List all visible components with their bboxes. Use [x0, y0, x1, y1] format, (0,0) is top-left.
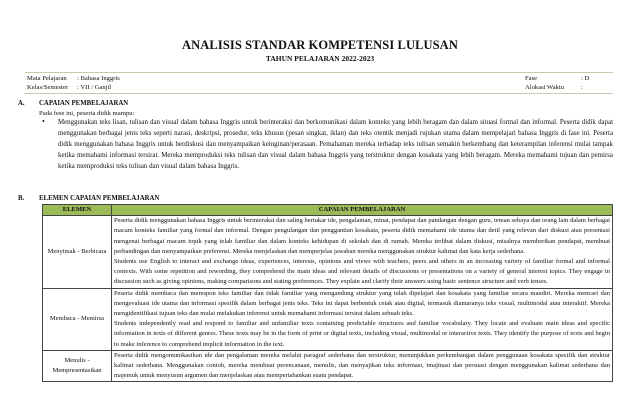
info-box: [25, 72, 613, 94]
capaian-cell: [112, 288, 613, 350]
section-a-bullet: Menggunakan teks lisan, tulisan dan visual dalam bahasa Inggris untuk berinteraksi dan berkomunikasi dalam konteks yang lebih beragam dan dalam situasi formal dan informal. Peserta didik dapat menggunakan berbagai jenis teks seperti narasi, deskripsi, prosedur, teks khusus (pesan singkat, iklan) dan teks otentik menjadi rujukan utama dalam mempelajari bahasa Inggris di fase ini. Peserta didik menggunakan bahasa Inggris untuk berdiskusi dan menyampaikan keinginan/perasaan. Pemahaman mereka terhadap teks tulisan semakin berkembang dan keterampilan inferensi mulai tampak ketika memahami informasi tersirat. Mereka memproduksi teks tulisan dan visual dalam bahasa Inggris yang terstruktur dengan kosakata yang lebih beragam. Mereka memahami tujuan dan pemirsa ketika memproduksi teks tulisan dan visual dalam bahasa Inggris.: [58, 119, 613, 170]
kelas-label: Kelas/Semester: [27, 84, 69, 92]
capaian-id: Peserta didik mengomunikasikan ide dan pengalaman mereka melalui paragraf sederhana dan terstruktur, menunjukkan perkembangan dalam penggunaan kosakata spesifik dan struktur kalimat sederhana. Menggunakan contoh, mereka membuat perencanaan, menulis, dan menyajikan teks informasi, imajinasi dan persuasi dengan menggunakan kalimat sederhana dan majemuk untuk menyusun argumen dan menjelaskan atau mempertahankan suatu pendapat.: [114, 351, 610, 380]
table-row: [43, 350, 613, 382]
section-title: CAPAIAN PEMBELAJARAN: [39, 100, 129, 107]
section-a-heading: [18, 100, 128, 107]
alokasi-label: Alokasi Waktu: [525, 84, 565, 92]
header-elemen: ELEMEN: [43, 205, 112, 216]
mapel-value: : Bahasa Inggris: [77, 75, 120, 82]
kelas-value: : VII / Ganjil: [77, 84, 112, 92]
table-row: [43, 288, 613, 350]
fase-label: Fase: [525, 75, 538, 82]
capaian-en: Students independently read and respond to familiar and unfamiliar texts containing predictable structures and familiar vocabulary. They locate and evaluate main ideas and specific information in texts of different genres. These texts may be in the form of print or digital texts, including visual, multimodal or interactive texts. They identify the purpose of texts and begin to make inference to comprehend implicit information in the text.: [114, 320, 610, 348]
capaian-cell: [112, 216, 613, 288]
header-capaian: CAPAIAN PEMBELAJARAN: [112, 205, 613, 216]
document-title: ANALISIS STANDAR KOMPETENSI LULUSAN: [182, 38, 458, 52]
section-number: B.: [18, 195, 25, 202]
capaian-cell: [112, 350, 613, 382]
alokasi-value: :: [581, 84, 583, 92]
elemen-cell: Menulis - Mempresentasikan: [43, 350, 112, 382]
document-subtitle: TAHUN PELAJARAN 2022-2023: [265, 54, 375, 63]
table-header: [43, 205, 613, 216]
section-a-intro: Pada fese ini, peserta didik mampu:: [39, 110, 135, 117]
table-row: [43, 216, 613, 288]
bullet-icon: •: [42, 117, 45, 126]
section-b-heading: [18, 195, 159, 202]
capaian-id: Peserta didik membaca dan merespon teks familiar dan tidak familiar yang mengandung struktur yang telah dipelajari dan kosakata yang familiar secara mandiri. Mereka mencari dan mengevaluasi ide utama dan informasi spesifik dalam berbagai jenis teks. Teks ini dapat berbentuk cetak atau digital, termasuk diantaranya teks visual, multimodal atau interaktif. Mereka mengidentifikasi tujuan teks dan mulai melakukan inferensi untuk memahami informasi tersirat dalam sebuah teks.: [114, 289, 610, 318]
section-number: A.: [18, 100, 25, 107]
elemen-cell: Membaca - Memirsa: [43, 288, 112, 350]
elemen-cell: Menyimak - Berbicara: [43, 216, 112, 288]
section-title: ELEMEN CAPAIAN PEMBELAJARAN: [39, 195, 160, 202]
elemen-table: [42, 204, 613, 382]
fase-value: : D: [581, 75, 590, 82]
capaian-id: Peserta didik menggunakan bahasa Inggris untuk berinteraksi dan saling bertukar ide, pengalaman, minat, pendapat dan pandangan dengan guru, teman sebaya dan orang lain dalam berbagai macam konteks familiar yang formal dan informal. Dengan pengulangan dan penggantian kosakata, peserta didik memahami ide utama dan detil yang relevan dari diskusi atau presentasi mengenai berbagai macam topik yang telah familiar dan dalam konteks kehidupan di sekolah dan di rumah. Mereka terlibat dalam diskusi, misalnya memberikan pendapat, membuat perbandingan dan menyampaikan preferensi. Mereka menjelaskan dan memperjelas jawaban mereka menggunakan struktur kalimat dan kata kerja sederhana.: [114, 217, 610, 255]
mapel-label: Mata Pelajaran: [27, 75, 67, 82]
capaian-en: Students use English to interact and exchange ideas, experiences, interests, opinions and views with teachers, peers and others in an increasing variety of familiar formal and informal contexts. With some repetition and rewording, they comprehend the main ideas and relevant details of discussions or presentations on a variety of general interest topics. They engage in discussion such as giving opinions, making comparisons and stating preferences. They explain and clarify their answers using basic sentence structure and verb tenses.: [114, 258, 610, 286]
